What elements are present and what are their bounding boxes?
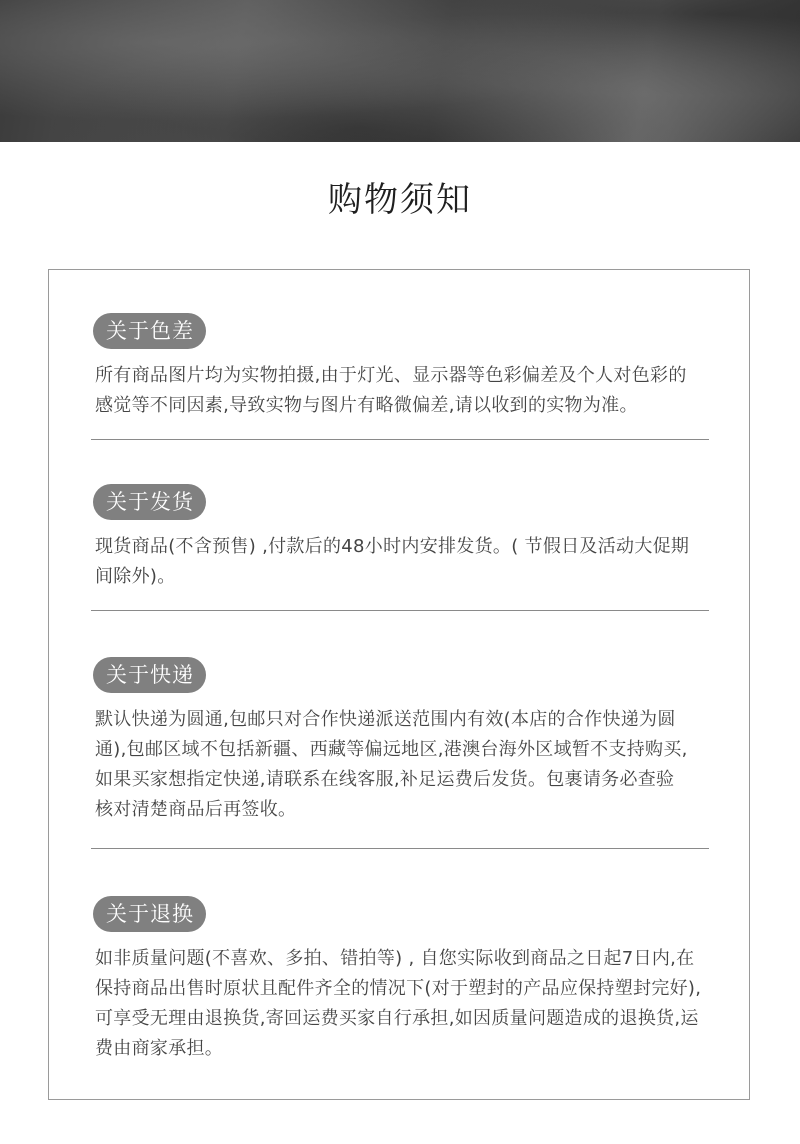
section-shipping [91, 484, 711, 592]
text-line: 核对清楚商品后再签收。 [95, 799, 297, 820]
section-courier [91, 657, 711, 825]
text-line: 间除外)。 [95, 566, 176, 587]
text-line: 现货商品(不含预售) ,付款后的48小时内安排发货。( 节假日及活动大促期 [95, 536, 690, 557]
section-label: 关于退换 [93, 896, 206, 932]
text-line: 如非质量问题(不喜欢、多拍、错拍等) , 自您实际收到商品之日起7日内,在 [95, 948, 695, 969]
section-label: 关于色差 [93, 313, 206, 349]
section-text [95, 705, 711, 825]
section-returns [91, 896, 711, 1064]
text-line: 可享受无理由退换货,寄回运费买家自行承担,如因质量问题造成的退换货,运 [95, 1008, 699, 1029]
section-color-difference [91, 313, 711, 421]
text-line: 费由商家承担。 [95, 1038, 224, 1059]
page-title: 购物须知 [328, 180, 472, 220]
section-label: 关于快递 [93, 657, 206, 693]
section-text [95, 361, 711, 421]
header-banner [0, 0, 800, 142]
text-line: 如果买家想指定快递,请联系在线客服,补足运费后发货。包裹请务必查验 [95, 769, 675, 790]
section-label: 关于发货 [93, 484, 206, 520]
notice-box [48, 269, 750, 1100]
text-line: 通),包邮区域不包括新疆、西藏等偏远地区,港澳台海外区域暂不支持购买, [95, 739, 688, 760]
divider [91, 439, 709, 440]
text-line: 保持商品出售时原状且配件齐全的情况下(对于塑封的产品应保持塑封完好), [95, 978, 702, 999]
section-text [95, 532, 711, 592]
text-line: 默认快递为圆通,包邮只对合作快递派送范围内有效(本店的合作快递为圆 [95, 709, 676, 730]
text-line: 所有商品图片均为实物拍摄,由于灯光、显示器等色彩偏差及个人对色彩的 [95, 365, 687, 386]
divider [91, 848, 709, 849]
section-text [95, 944, 711, 1064]
text-line: 感觉等不同因素,导致实物与图片有略微偏差,请以收到的实物为准。 [95, 395, 638, 416]
divider [91, 610, 709, 611]
